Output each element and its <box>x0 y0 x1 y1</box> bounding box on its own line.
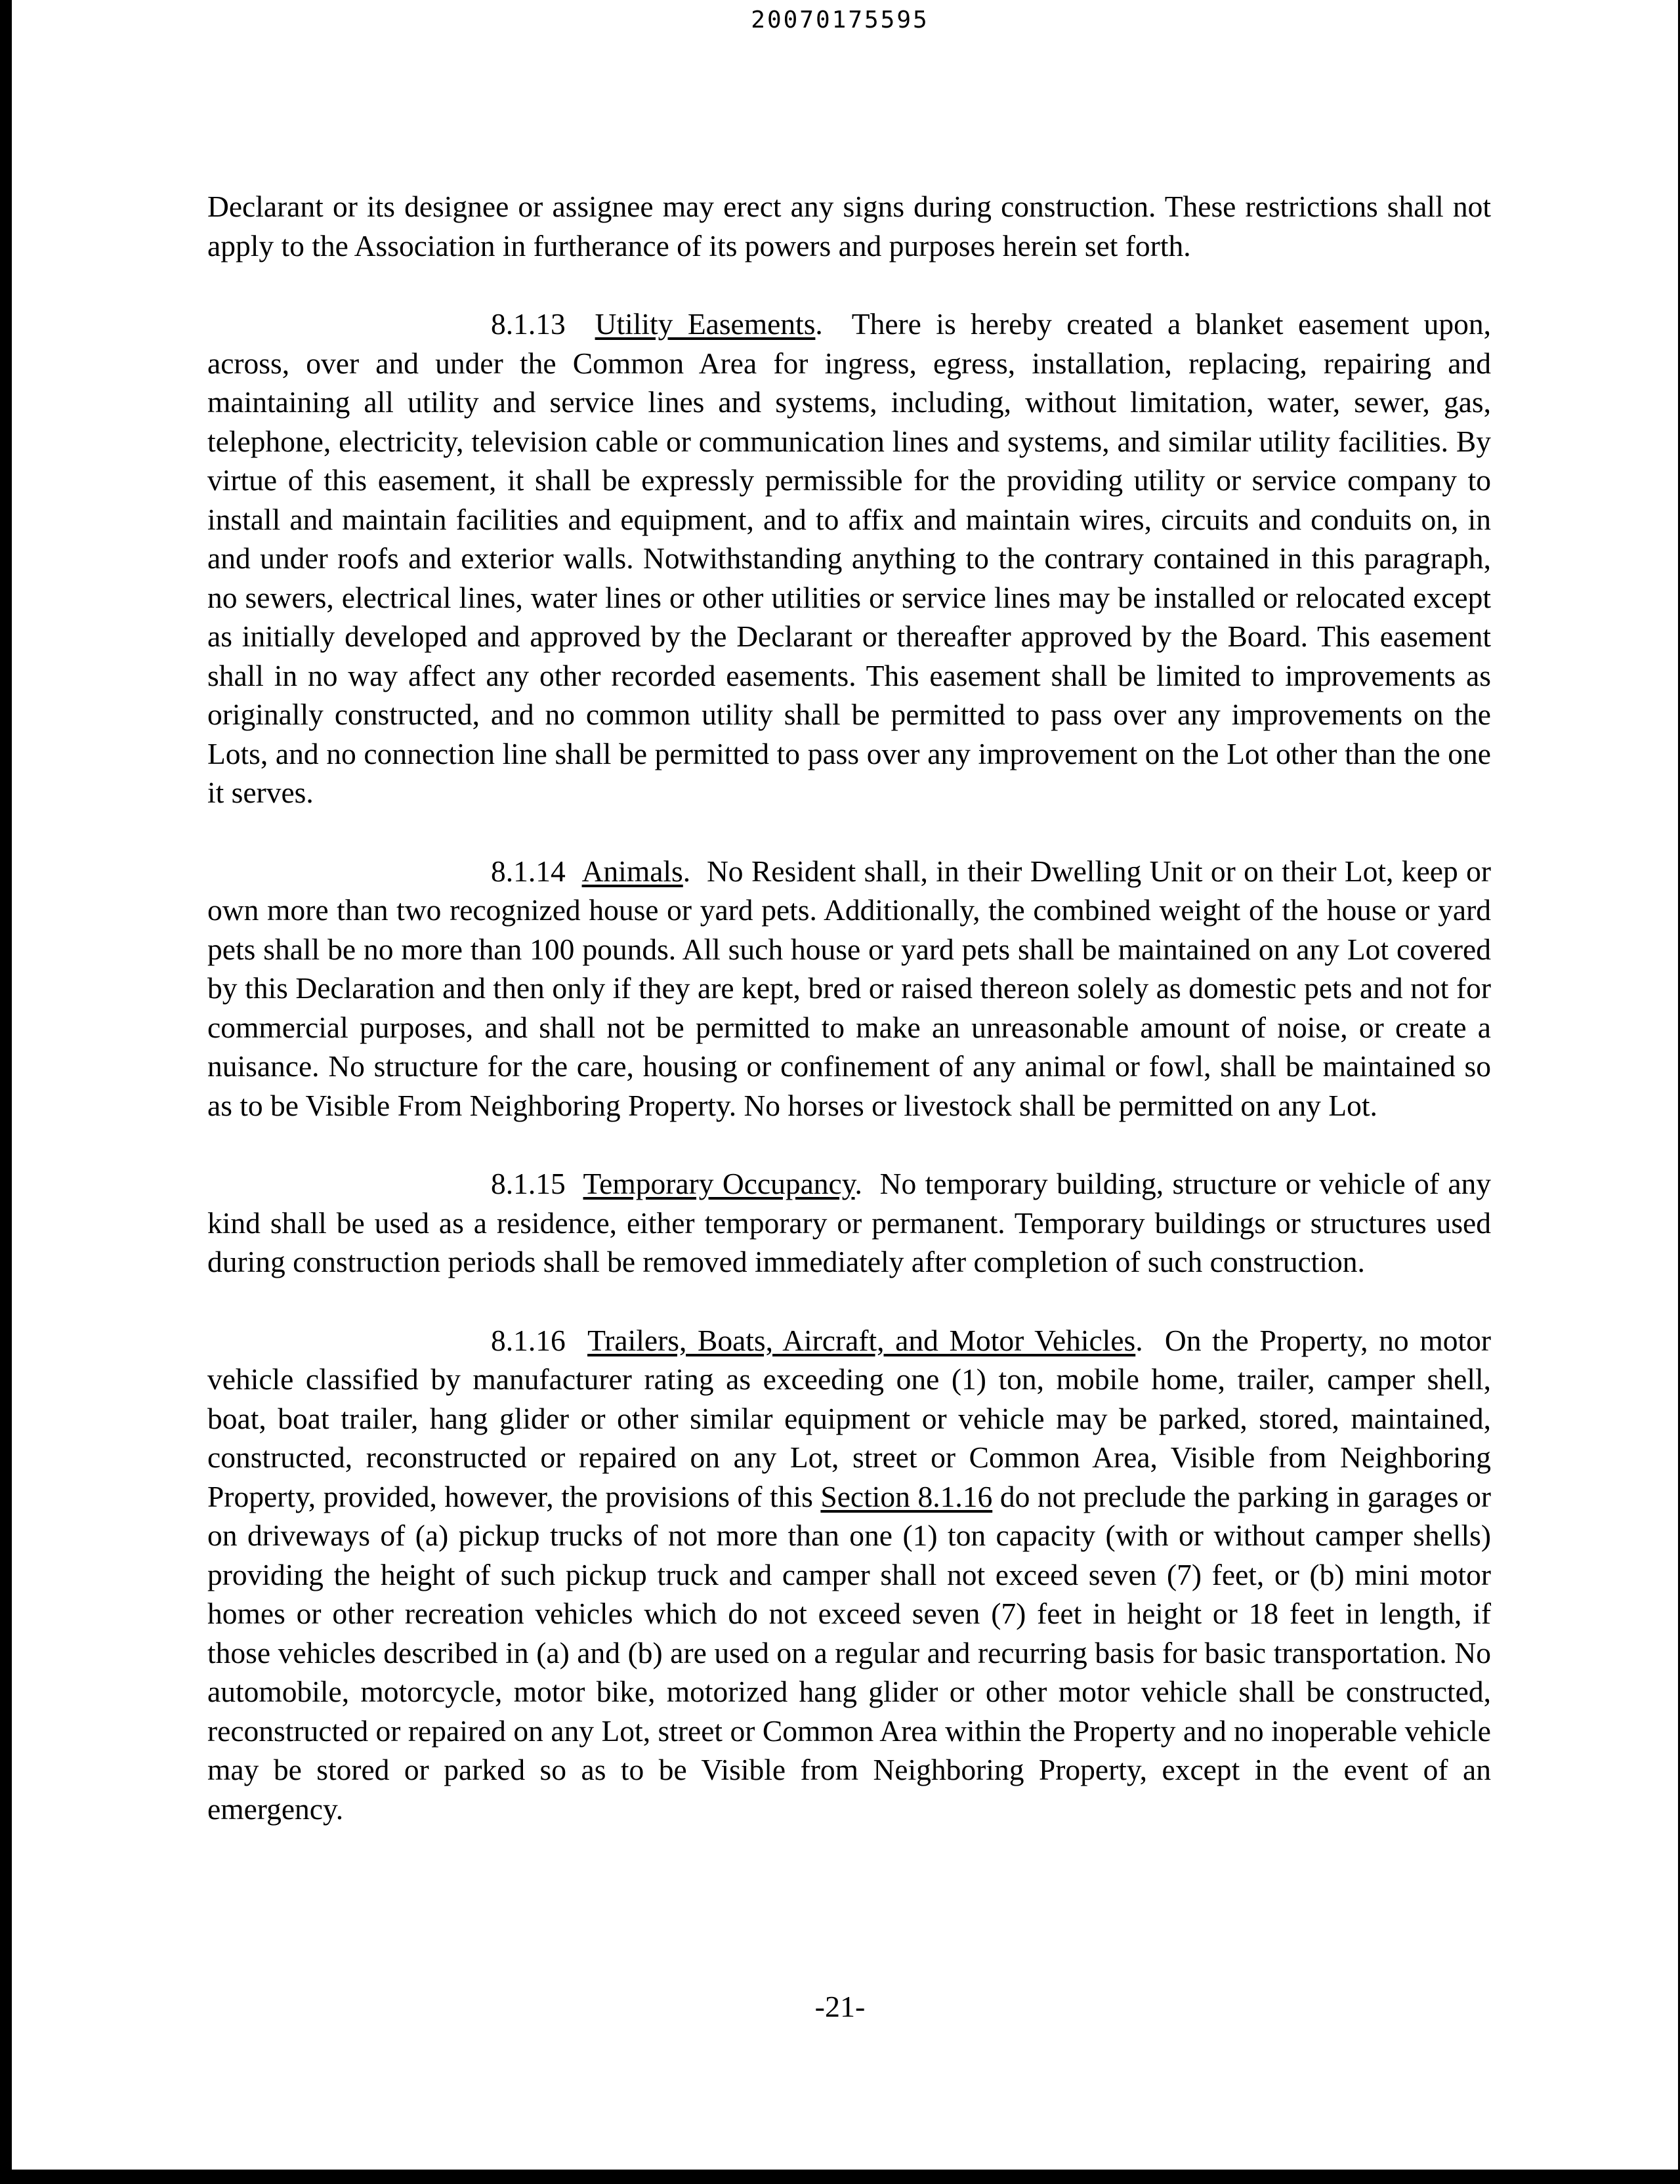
section-title: Temporary Occupancy <box>583 1167 855 1200</box>
section-number: 8.1.15 <box>491 1167 566 1200</box>
section-text: No temporary building, structure or vehicle of any kind shall be used as a residence, either temporary or permanent. Temporary buildings or structures used during construction periods shall be removed immediately after completion of such construction. <box>207 1167 1492 1278</box>
section-text: There is hereby created a blanket easement upon, across, over and under the Common Area for ingress, egress, installation, replacing, repairing and maintaining all utility and service lines and systems, including, without limitation, water, sewer, gas, telephone, electricity, television cable or communication lines and systems, and similar utility facilities. By virtue of this easement, it shall be expressly permissible for the providing utility or service company to install and maintain facilities and equipment, and to affix and maintain wires, circuits and conduits on, in and under roofs and exterior walls. Notwithstanding anything to the contrary contained in this paragraph, no sewers, electrical lines, water lines or other utilities or service lines may be installed or relocated except as initially developed and approved by the Declarant or thereafter approved by the Board. This easement shall in no way affect any other recorded easements. This easement shall be limited to improvements as originally constructed, and no common utility shall be permitted to pass over any improvements on the Lots, and no connection line shall be permitted to pass over any improvement on the Lot other than the one it serves. <box>207 307 1492 809</box>
section-text: No Resident shall, in their Dwelling Unit or on their Lot, keep or own more than two recognized house or yard pets. Additionally, the combined weight of the house or yard pets shall be no more than 100 pounds. All such house or yard pets shall be maintained on any Lot covered by this Declaration and then only if they are kept, bred or raised thereon solely as domestic pets and not for commercial purposes, and shall not be permitted to make an unreasonable amount of noise, or create a nuisance. No structure for the care, housing or confinement of any animal or fowl, shall be maintained so as to be Visible From Neighboring Property. No horses or livestock shall be permitted on any Lot. <box>207 854 1492 1122</box>
section-text-continued: do not preclude the parking in garages or on driveways of (a) pickup trucks of not more than one (1) ton capacity (with or without camper shells) providing the height of such pickup truck and camper shall not exceed seven (7) feet, or (b) mini motor homes or other recreation vehicles which do not exceed seven (7) feet in height or 18 feet in length, if those vehicles described in (a) and (b) are used on a regular and recurring basis for basic transportation. No automobile, motorcycle, motor bike, motorized hang glider or other motor vehicle shall be constructed, reconstructed or repaired on any Lot, street or Common Area within the Property and no inoperable vehicle may be stored or parked so as to be Visible from Neighboring Property, except in the event of an emergency. <box>207 1479 1492 1826</box>
section-8-1-15-temporary-occupancy: 8.1.15 Temporary Occupancy. No temporary building, structure or vehicle of any kind shall be used as a residence, either temporary or permanent. Temporary buildings or structures used during construction periods shall be removed immediately after completion of such construction. <box>207 1167 1492 1278</box>
paragraph-continuation <box>207 187 1491 265</box>
section-8-1-16-trailers-boats-aircraft-motor-vehicles: 8.1.16 Trailers, Boats, Aircraft, and Motor Vehicles. On the Property, no motor vehicle classified by manufacturer rating as exceeding one (1) ton, mobile home, trailer, camper shell, boat, boat trailer, hang glider or other similar equipment or vehicle may be parked, stored, maintained, constructed, reconstructed or repaired on any Lot, street or Common Area, Visible from Neighboring Property, provided, however, the provisions of this Section 8.1.16 do not preclude the parking in garages or on driveways of (a) pickup trucks of not more than one (1) ton capacity (with or without camper shells) providing the height of such pickup truck and camper shall not exceed seven (7) feet, or (b) mini motor homes or other recreation vehicles which do not exceed seven (7) feet in height or 18 feet in length, if those vehicles described in (a) and (b) are used on a regular and recurring basis for basic transportation. No automobile, motorcycle, motor bike, motorized hang glider or other motor vehicle shall be constructed, reconstructed or repaired on any Lot, street or Common Area within the Property and no inoperable vehicle may be stored or parked so as to be Visible from Neighboring Property, except in the event of an emergency. <box>207 1323 1492 1826</box>
scan-left-border <box>0 0 12 2184</box>
section-text: On the Property, no motor vehicle classified by manufacturer rating as exceeding one (1) ton, mobile home, trailer, camper shell, boat, boat trailer, hang glider or other similar equipment or vehicle may be parked, stored, maintained, constructed, reconstructed or repaired on any Lot, street or Common Area, Visible from Neighboring Property, provided, however, the provisions of this <box>207 1323 1492 1513</box>
section-reference: Section 8.1.16 <box>820 1479 993 1513</box>
section-title: Animals <box>581 854 683 888</box>
document-number: 20070175595 <box>751 7 929 33</box>
section-8-1-14-animals: 8.1.14 Animals. No Resident shall, in their Dwelling Unit or on their Lot, keep or own more than two recognized house or yard pets. Additionally, the combined weight of the house or yard pets shall be no more than 100 pounds. All such house or yard pets shall be maintained on any Lot covered by this Declaration and then only if they are kept, bred or raised thereon solely as domestic pets and not for commercial purposes, and shall not be permitted to make an unreasonable amount of noise, or create a nuisance. No structure for the care, housing or confinement of any animal or fowl, shall be maintained so as to be Visible From Neighboring Property. No horses or livestock shall be permitted on any Lot. <box>207 854 1492 1122</box>
section-8-1-13-utility-easements: 8.1.13 Utility Easements. There is hereby created a blanket easement upon, across, over and under the Common Area for ingress, egress, installation, replacing, repairing and maintaining all utility and service lines and systems, including, without limitation, water, sewer, gas, telephone, electricity, television cable or communication lines and systems, and similar utility facilities. By virtue of this easement, it shall be expressly permissible for the providing utility or service company to install and maintain facilities and equipment, and to affix and maintain wires, circuits and conduits on, in and under roofs and exterior walls. Notwithstanding anything to the contrary contained in this paragraph, no sewers, electrical lines, water lines or other utilities or service lines may be installed or relocated except as initially developed and approved by the Declarant or thereafter approved by the Board. This easement shall in no way affect any other recorded easements. This easement shall be limited to improvements as originally constructed, and no common utility shall be permitted to pass over any improvements on the Lots, and no connection line shall be permitted to pass over any improvement on the Lot other than the one it serves. <box>207 307 1492 809</box>
section-number: 8.1.16 <box>491 1323 566 1357</box>
document-body <box>207 187 1491 1868</box>
scan-bottom-border <box>0 2170 1680 2184</box>
page-number: -21- <box>814 1990 866 2023</box>
section-number: 8.1.13 <box>491 307 566 341</box>
section-title: Utility Easements <box>595 307 816 341</box>
section-title: Trailers, Boats, Aircraft, and Motor Vehicles <box>587 1323 1136 1357</box>
paragraph-text: Declarant or its designee or assignee may erect any signs during construction. These restrictions shall not apply to the Association in furtherance of its powers and purposes herein set forth. <box>207 190 1491 262</box>
section-number: 8.1.14 <box>491 854 566 888</box>
